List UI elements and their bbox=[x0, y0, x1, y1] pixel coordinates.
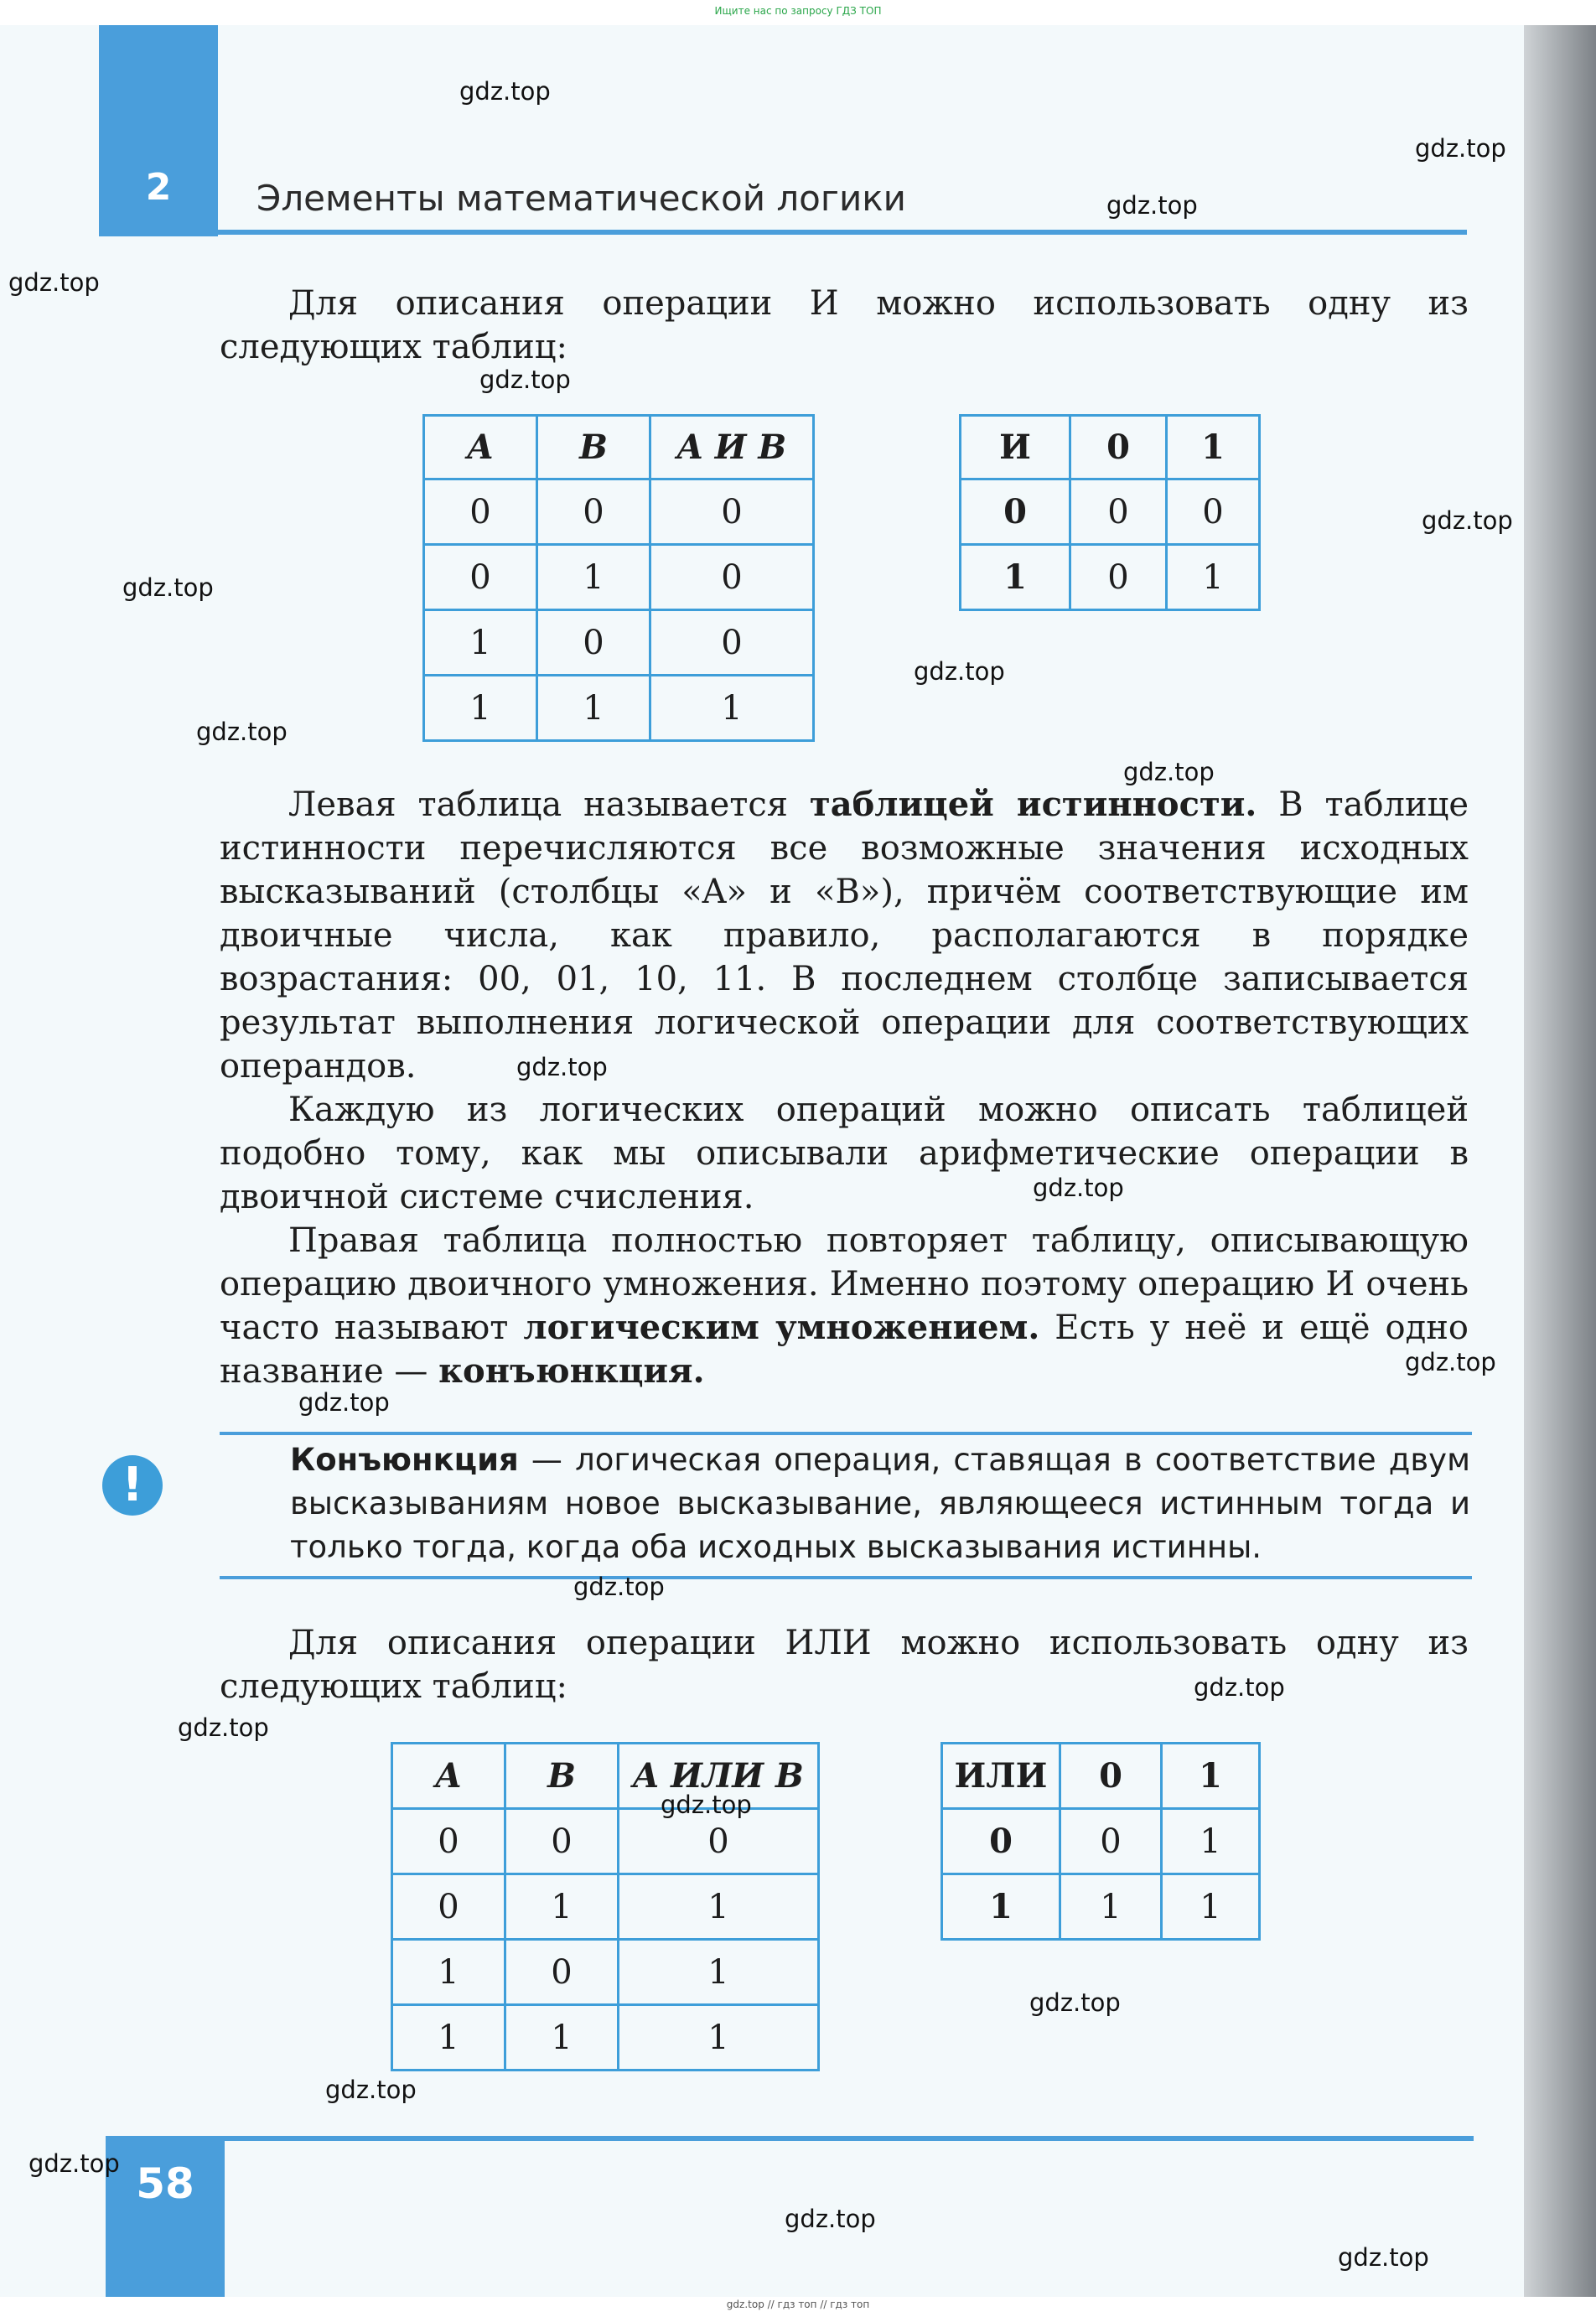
table-header: 1 bbox=[1162, 1744, 1260, 1809]
row-label: 1 bbox=[961, 545, 1070, 610]
table-header: 1 bbox=[1167, 416, 1260, 479]
table-corner: ИЛИ bbox=[942, 1744, 1060, 1809]
truth-table-and bbox=[422, 414, 815, 742]
table-header: A И B bbox=[650, 416, 814, 479]
row-label: 1 bbox=[942, 1874, 1060, 1940]
table-cell: 0 bbox=[650, 610, 814, 676]
watermark: gdz.top bbox=[479, 365, 571, 394]
addition-table-or bbox=[940, 1742, 1261, 1941]
definition-text: — логическая операция, ставящая в соответствие двум высказываниям новое высказывание, являющееся истинным тогда и только тогда, когда оба исходных высказывания истинны. bbox=[290, 1442, 1470, 1565]
table-cell: 1 bbox=[1060, 1874, 1162, 1940]
table-cell: 1 bbox=[424, 676, 537, 741]
watermark: gdz.top bbox=[573, 1573, 665, 1601]
watermark: gdz.top bbox=[28, 2149, 120, 2178]
table-cell: 0 bbox=[1070, 479, 1167, 545]
watermark: gdz.top bbox=[785, 2205, 876, 2233]
footer-rule bbox=[225, 2136, 1474, 2141]
intro-and-paragraph: Для описания операции И можно использовать одну из следующих таблиц: bbox=[220, 284, 1469, 366]
table-cell: 0 bbox=[1060, 1809, 1162, 1874]
watermark: gdz.top bbox=[178, 1713, 269, 1742]
table-cell: 0 bbox=[650, 545, 814, 610]
watermark: gdz.top bbox=[8, 268, 100, 297]
table-cell: 0 bbox=[650, 479, 814, 545]
table-cell: 1 bbox=[392, 2005, 505, 2071]
table-cell: 0 bbox=[392, 1874, 505, 1940]
truth-table-or bbox=[391, 1742, 820, 2071]
intro-or-paragraph: Для описания операции ИЛИ можно использовать одну из следующих таблиц: bbox=[220, 1624, 1469, 1706]
row-label: 0 bbox=[961, 479, 1070, 545]
watermark: gdz.top bbox=[1033, 1174, 1124, 1202]
chapter-number: 2 bbox=[145, 166, 172, 209]
header-rule bbox=[218, 230, 1467, 235]
definition-conjunction bbox=[290, 1438, 1470, 1569]
table-cell: 0 bbox=[392, 1809, 505, 1874]
table-cell: 1 bbox=[537, 545, 650, 610]
table-cell: 1 bbox=[1162, 1874, 1260, 1940]
table-cell: 0 bbox=[537, 479, 650, 545]
table-cell: 1 bbox=[1162, 1809, 1260, 1874]
table-cell: 0 bbox=[619, 1809, 819, 1874]
table-cell: 0 bbox=[505, 1940, 619, 2005]
watermark: gdz.top bbox=[1338, 2243, 1429, 2272]
definition-rule-top bbox=[220, 1432, 1472, 1435]
watermark: gdz.top bbox=[516, 1053, 608, 1081]
watermark: gdz.top bbox=[325, 2076, 417, 2104]
table-cell: 1 bbox=[619, 1940, 819, 2005]
table-cell: 0 bbox=[1070, 545, 1167, 610]
p3-text-middle: Есть у неё и ещё одно название — bbox=[220, 1309, 1469, 1391]
watermark: gdz.top bbox=[1123, 758, 1215, 786]
table-cell: 1 bbox=[619, 1874, 819, 1940]
table-header: B bbox=[537, 416, 650, 479]
chapter-title: Элементы математической логики bbox=[256, 178, 906, 219]
table-header: B bbox=[505, 1744, 619, 1809]
table-cell: 0 bbox=[537, 610, 650, 676]
table-header: 0 bbox=[1070, 416, 1167, 479]
table-cell: 1 bbox=[392, 1940, 505, 2005]
watermark: gdz.top bbox=[1405, 1348, 1496, 1376]
table-cell: 0 bbox=[424, 479, 537, 545]
promo-top: Ищите нас по запросу ГДЗ ТОП bbox=[714, 5, 882, 17]
table-cell: 1 bbox=[505, 2005, 619, 2071]
table-cell: 0 bbox=[505, 1809, 619, 1874]
p3-text: Правая таблица полностью повторяет таблицу, описывающую операцию двоичного умножения. Именно поэтому операцию И очень часто называют bbox=[220, 1221, 1469, 1347]
page-edge-shadow bbox=[1524, 25, 1596, 2297]
watermark: gdz.top bbox=[914, 657, 1005, 686]
logic-operations-paragraph: Каждую из логических операций можно описать таблицей подобно тому, как мы описывали арифметические операции в двоичной системе счисления. bbox=[220, 1091, 1469, 1216]
definition-term: Конъюнкция bbox=[290, 1442, 519, 1478]
definition-rule-bottom bbox=[220, 1576, 1472, 1579]
p1-text-rest: В таблице истинности перечисляются все возможные значения исходных высказываний (столбцы «A» и «B»), причём соответствующие им двоичные числа, как правило, располагаются в порядке возрастания: 00, 01, 10, 11. В последнем столбце записывается результат выполнения логической операции для соответствующих операндов. bbox=[220, 785, 1469, 1086]
table-cell: 1 bbox=[650, 676, 814, 741]
watermark: gdz.top bbox=[122, 573, 214, 602]
conjunction-paragraph bbox=[220, 1219, 1469, 1393]
row-label: 0 bbox=[942, 1809, 1060, 1874]
table-cell: 1 bbox=[619, 2005, 819, 2071]
watermark: gdz.top bbox=[298, 1388, 390, 1417]
watermark: gdz.top bbox=[661, 1791, 752, 1819]
table-cell: 1 bbox=[537, 676, 650, 741]
table-header: A bbox=[424, 416, 537, 479]
exclamation-icon: ! bbox=[102, 1455, 163, 1516]
table-cell: 1 bbox=[1167, 545, 1260, 610]
watermark: gdz.top bbox=[1194, 1673, 1285, 1702]
p1-text: Левая таблица называется bbox=[288, 785, 810, 824]
table-cell: 1 bbox=[505, 1874, 619, 1940]
watermark: gdz.top bbox=[1029, 1988, 1121, 2017]
table-cell: 1 bbox=[424, 610, 537, 676]
watermark: gdz.top bbox=[1415, 134, 1506, 163]
table-cell: 0 bbox=[424, 545, 537, 610]
watermark: gdz.top bbox=[1422, 506, 1513, 535]
term-conjunction: конъюнкция. bbox=[438, 1351, 705, 1391]
table-cell: 0 bbox=[1167, 479, 1260, 545]
table-header: 0 bbox=[1060, 1744, 1162, 1809]
watermark: gdz.top bbox=[459, 77, 551, 106]
watermark: gdz.top bbox=[1106, 191, 1198, 220]
table-header: A ИЛИ B bbox=[619, 1744, 819, 1809]
term-truth-table: таблицей истинности. bbox=[809, 785, 1257, 824]
watermark: gdz.top bbox=[196, 718, 288, 746]
truth-table-paragraph bbox=[220, 783, 1469, 1088]
multiplication-table-and bbox=[959, 414, 1261, 611]
term-logical-multiplication: логическим умножением. bbox=[523, 1308, 1040, 1347]
table-corner: И bbox=[961, 416, 1070, 479]
table-header: A bbox=[392, 1744, 505, 1809]
promo-bottom: gdz.top // гдз топ // гдз топ bbox=[726, 2299, 870, 2310]
page-number: 58 bbox=[136, 2159, 194, 2208]
